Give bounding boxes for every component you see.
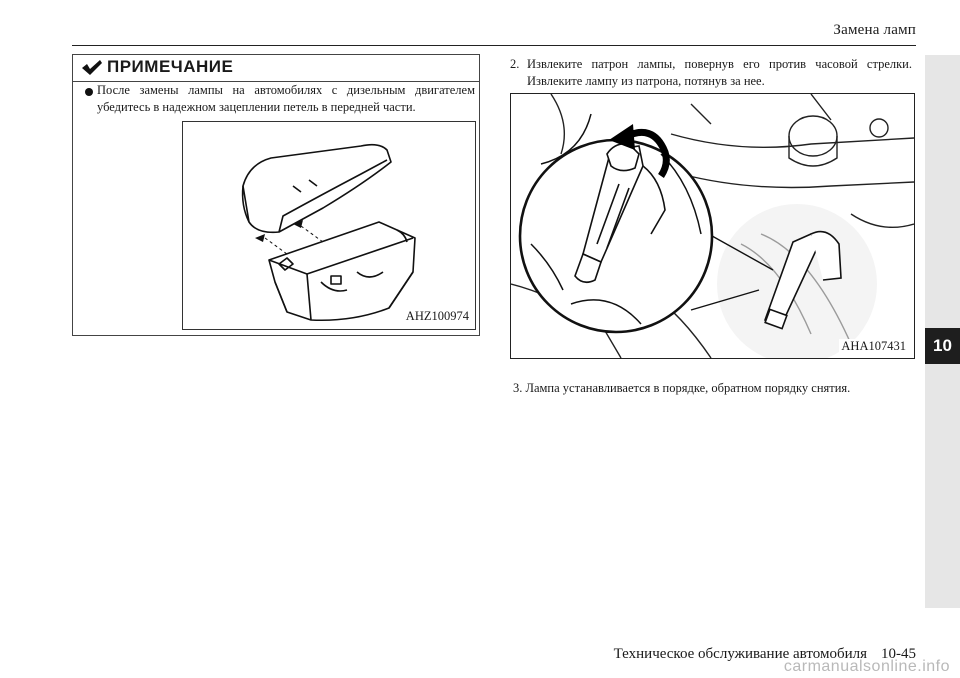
checkmark-icon: [81, 59, 103, 77]
step-3: [513, 381, 850, 396]
lamp-housing-illustration: [183, 122, 475, 329]
note-header: [73, 55, 479, 82]
header-rule: [72, 45, 916, 46]
page-number: 10-45: [881, 646, 916, 662]
figure-bulb-socket: [510, 93, 915, 359]
figure-code: AHA107431: [841, 339, 906, 353]
bullet-icon: [85, 88, 93, 96]
note-bullet-text: После замены лампы на автомобилях с дизельным двигателем убедитесь в надежном зацеплении петель в передней части.: [97, 83, 475, 114]
footer-section: Техническое обслуживание автомобиля: [613, 646, 867, 662]
step-number: 2.: [510, 57, 520, 71]
bulb-socket-illustration: [511, 94, 914, 358]
chapter-tab: 10: [925, 328, 960, 364]
page-header-title: Замена ламп: [833, 22, 916, 38]
step-text: Извлеките патрон лампы, повернув его против часовой стрелки. Извлеките лампу из патрона, потянув за нее.: [527, 57, 912, 88]
figure-lamp-housing: [182, 121, 476, 330]
note-heading: ПРИМЕЧАНИЕ: [107, 57, 234, 76]
step-number: 3.: [513, 381, 523, 395]
figure-code: AHZ100974: [405, 309, 469, 323]
step-text: Лампа устанавливается в порядке, обратном порядку снятия.: [525, 381, 851, 395]
watermark: carmanualsonline.info: [783, 658, 950, 675]
